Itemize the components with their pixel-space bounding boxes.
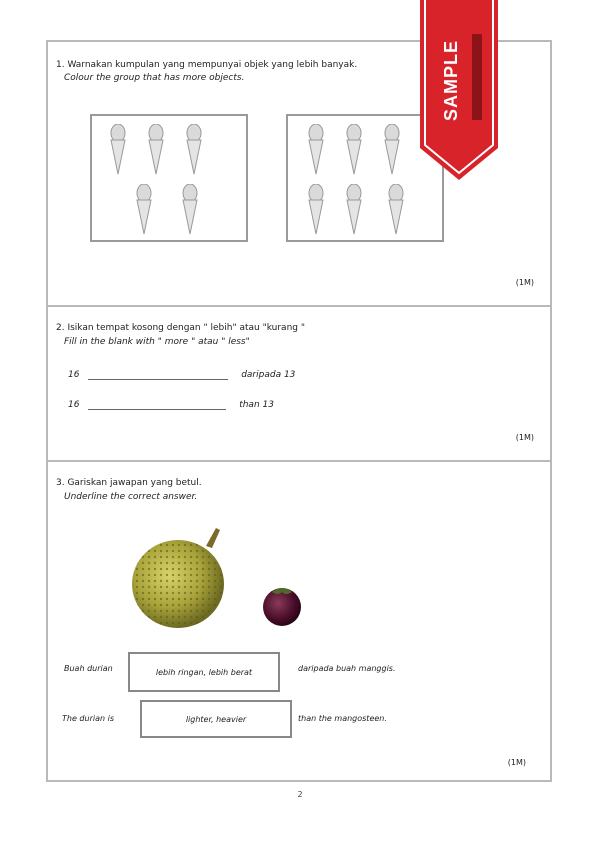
ice-cream-cone-icon bbox=[148, 124, 164, 176]
sample-ribbon-label: SAMPLE bbox=[441, 39, 461, 121]
ice-cream-cone-icon bbox=[136, 184, 152, 236]
question-2-english: Fill in the blank with " more " atau " less" bbox=[64, 337, 250, 347]
ice-cream-cone-icon bbox=[110, 124, 126, 176]
options-english[interactable]: lighter, heavier bbox=[185, 714, 247, 724]
options-malay[interactable]: lebih ringan, lebih berat bbox=[155, 667, 253, 677]
ice-cream-cone-icon bbox=[388, 184, 404, 236]
fill-row-malay bbox=[68, 369, 295, 380]
question-3-malay: 3. Gariskan jawapan yang betul. bbox=[56, 478, 202, 488]
question-3-english: Underline the correct answer. bbox=[64, 492, 198, 502]
ice-cream-cone-icon bbox=[346, 124, 362, 176]
question-1-mark: (1M) bbox=[515, 278, 534, 287]
question-2-mark: (1M) bbox=[515, 433, 534, 442]
ice-cream-cone-icon bbox=[384, 124, 400, 176]
ice-cream-cone-icon bbox=[186, 124, 202, 176]
mangosteen-image bbox=[258, 580, 306, 628]
fill-row-english bbox=[68, 399, 274, 410]
ice-cream-cone-icon bbox=[308, 184, 324, 236]
question-2-section bbox=[48, 307, 550, 462]
durian-image bbox=[128, 524, 240, 634]
blank-input-2[interactable] bbox=[88, 399, 226, 410]
sentence-malay-start: Buah durian bbox=[64, 664, 113, 673]
page-number: 2 bbox=[297, 790, 303, 799]
ice-cream-cone-icon bbox=[346, 184, 362, 236]
fill-row-malay-start: 16 bbox=[68, 370, 80, 380]
question-3-mark: (1M) bbox=[507, 758, 526, 767]
ice-cream-cone-icon bbox=[182, 184, 198, 236]
sentence-english-start: The durian is bbox=[62, 714, 114, 723]
fill-row-english-end: than 13 bbox=[239, 400, 274, 410]
options-box-malay bbox=[128, 652, 280, 692]
question-3-section bbox=[48, 462, 550, 780]
fill-row-malay-end: daripada 13 bbox=[241, 370, 296, 380]
ice-cream-cone-icon bbox=[308, 124, 324, 176]
sentence-english-end: than the mangosteen. bbox=[298, 714, 387, 723]
question-2-malay: 2. Isikan tempat kosong dengan " lebih" atau "kurang " bbox=[56, 323, 305, 333]
question-1-english: Colour the group that has more objects. bbox=[64, 73, 245, 83]
sentence-malay-end: daripada buah manggis. bbox=[298, 664, 396, 673]
fill-row-english-start: 16 bbox=[68, 400, 80, 410]
question-1-malay: 1. Warnakan kumpulan yang mempunyai objek yang lebih banyak. bbox=[56, 60, 358, 70]
options-box-english bbox=[140, 700, 292, 738]
blank-input-1[interactable] bbox=[88, 369, 228, 380]
group-a-box[interactable] bbox=[90, 114, 248, 242]
